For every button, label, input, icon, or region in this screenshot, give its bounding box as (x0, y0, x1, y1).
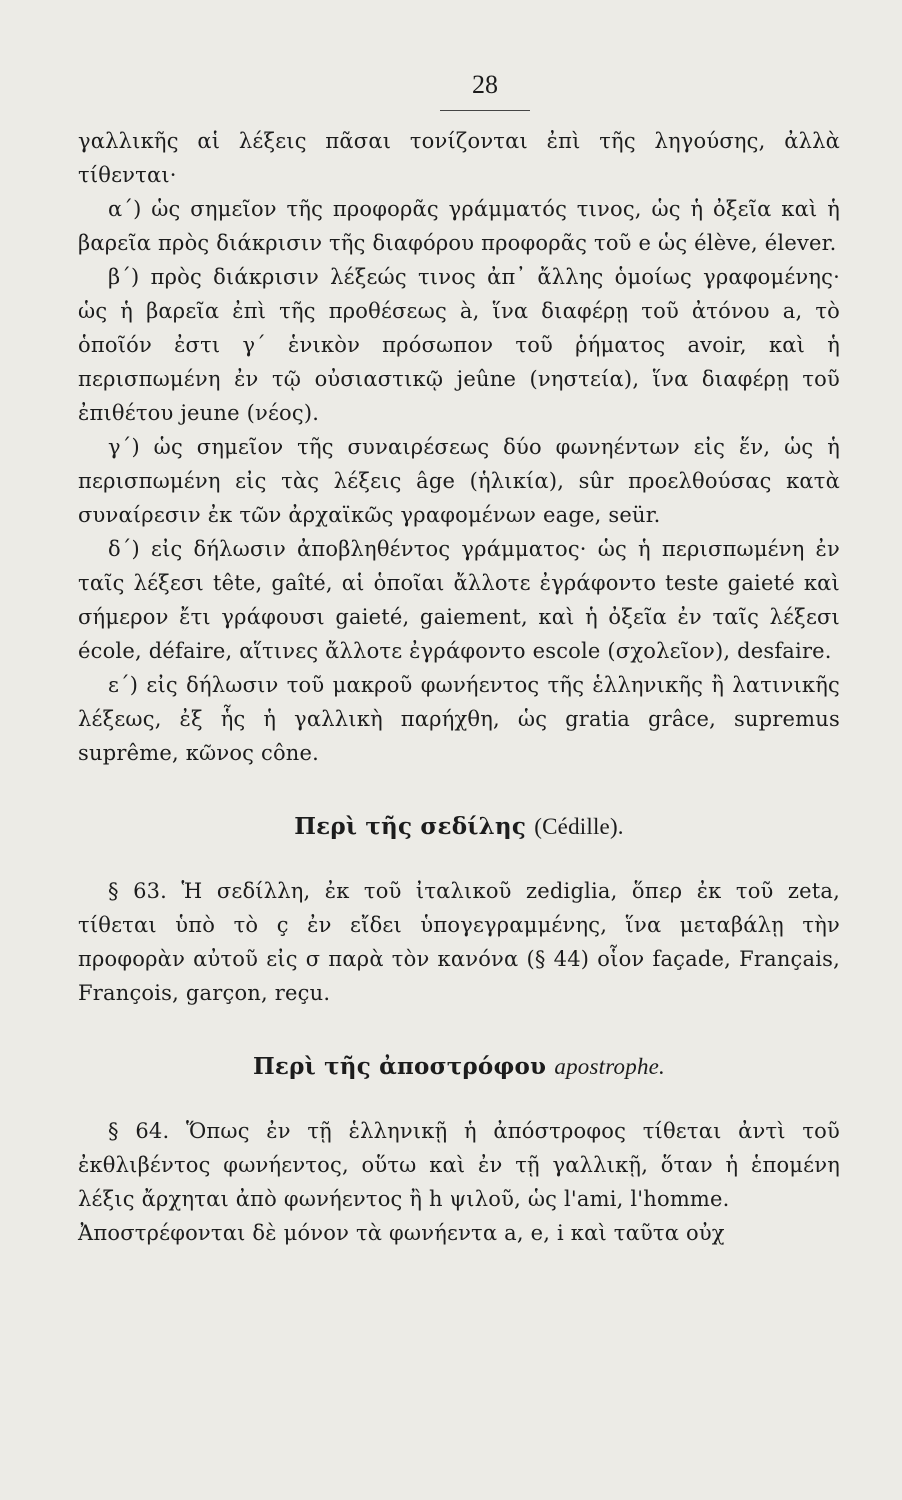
heading-greek: Περὶ τῆς σεδίλης (294, 813, 527, 840)
section-heading-apostrophe (78, 1050, 840, 1084)
paragraph-c: γ΄) ὡς σημεῖον τῆς συναιρέσεως δύο φωνηέντων εἰς ἕν, ὡς ἡ περισπωμένη εἰς τὰς λέξεις âge (ἡλικία), sûr προελθούσας κατὰ συναίρεσιν ἐκ τῶν ἀρχαϊκῶς γραφομένων eage, seür. (78, 435, 840, 527)
header-rule (440, 110, 530, 111)
paragraph-last: Ἀποστρέφονται δὲ μόνον τὰ φωνήεντα a, e, i καὶ ταῦτα οὐχ (78, 1221, 725, 1245)
section-heading-cedille (78, 810, 840, 844)
page-number: 28 (472, 70, 498, 99)
body-text (78, 124, 840, 1250)
heading-latin: (Cédille). (534, 814, 624, 839)
paragraph-d: δ΄) εἰς δήλωσιν ἀποβληθέντος γράμματος· ὡς ἡ περισπωμένη ἐν ταῖς λέξεσι tête, gaîté, αἱ ὁποῖαι ἄλλοτε ἐγράφοντο teste gaieté καὶ σήμερον ἔτι γράφουσι gaieté, gaiement, καὶ ἡ ὀξεῖα ἐν ταῖς λέξεσι école, défaire, αἵτινες ἄλλοτε ἐγράφοντο escole (σχολεῖον), desfaire. (78, 537, 840, 663)
paragraph-b: β΄) πρὸς διάκρισιν λέξεώς τινος ἀπ᾽ ἄλλης ὁμοίως γραφομένης· ὡς ἡ βαρεῖα ἐπὶ τῆς προθέσεως à, ἵνα διαφέρῃ τοῦ ἀτόνου a, τὸ ὁποῖόν ἐστι γ΄ ἑνικὸν πρόσωπον τοῦ ῥήματος avoir, καὶ ἡ περισπωμένη ἐν τῷ οὐσιαστικῷ jeûne (νηστεία), ἵνα διαφέρῃ τοῦ ἐπιθέτου jeune (νέος). (78, 265, 840, 425)
paragraph-intro: γαλλικῆς αἱ λέξεις πᾶσαι τονίζονται ἐπὶ τῆς ληγούσης, ἀλλὰ τίθενται· (78, 129, 840, 187)
paragraph-e: ε΄) εἰς δήλωσιν τοῦ μακροῦ φωνήεντος τῆς ἑλληνικῆς ἢ λατινικῆς λέξεως, ἐξ ἧς ἡ γαλλικὴ παρήχθη, ὡς gratia grâce, supremus suprême, κῶνος cône. (78, 673, 840, 765)
paragraph-a: α΄) ὡς σημεῖον τῆς προφορᾶς γράμματός τινος, ὡς ἡ ὀξεῖα καὶ ἡ βαρεῖα πρὸς διάκρισιν τῆς διαφόρου προφορᾶς τοῦ e ὡς élève, élever. (78, 197, 840, 255)
paragraph-63: § 63. Ἡ σεδίλλη, ἐκ τοῦ ἰταλικοῦ zediglia, ὅπερ ἐκ τοῦ zeta, τίθεται ὑπὸ τὸ ç ἐν εἴδει ὑπογεγραμμένης, ἵνα μεταβάλῃ τὴν προφορὰν αὐτοῦ εἰς σ παρὰ τὸν κανόνα (§ 44) οἷον façade, Français, François, garçon, reçu. (78, 879, 840, 1005)
paragraph-64: § 64. Ὅπως ἐν τῇ ἑλληνικῇ ἡ ἀπόστροφος τίθεται ἀντὶ τοῦ ἐκθλιβέντος φωνήεντος, οὕτω καὶ ἐν τῇ γαλλικῇ, ὅταν ἡ ἑπομένη λέξις ἄρχηται ἀπὸ φωνήεντος ἢ h ψιλοῦ, ὡς l'ami, l'homme. (78, 1119, 840, 1211)
heading-greek: Περὶ τῆς ἀποστρόφου (252, 1053, 547, 1080)
heading-latin: apostrophe. (554, 1054, 666, 1079)
